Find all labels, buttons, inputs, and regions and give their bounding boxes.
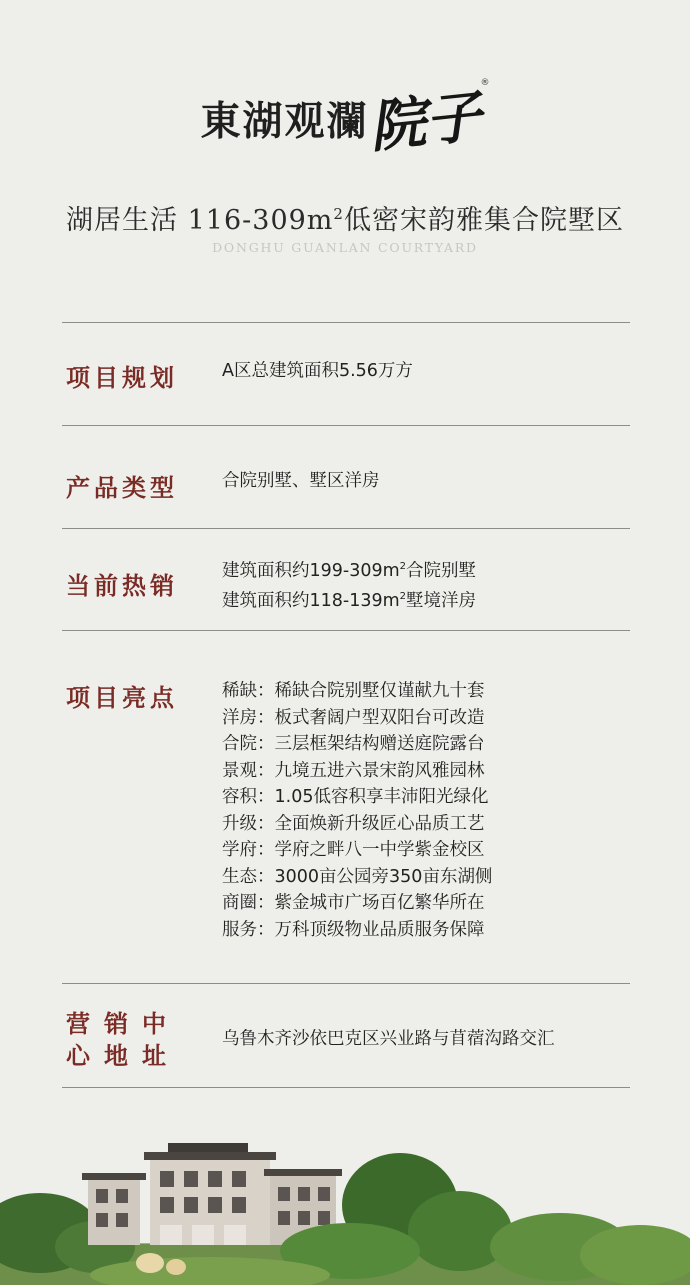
highlights-list — [222, 678, 492, 943]
hot-sale-line-1 — [222, 554, 476, 584]
logo-text-main: 東湖观瀾 — [200, 97, 369, 145]
highlight-item: 景观：九境五进六景宋韵风雅园林 — [222, 760, 485, 781]
villa-landscape-image — [0, 1135, 690, 1285]
hot-sale-line-2-pre: 建筑面积约118-139m — [222, 591, 400, 612]
tagline — [0, 198, 690, 237]
label-address-line-1: 营销中 — [66, 1010, 180, 1038]
divider-2 — [62, 425, 630, 426]
highlight-item: 容积：1.05低容积享丰沛阳光绿化 — [222, 787, 489, 807]
highlight-item: 升级：全面焕新升级匠心品质工艺 — [222, 813, 485, 834]
label-address-line-2: 心地址 — [66, 1042, 180, 1070]
tagline-superscript: 2 — [333, 205, 344, 223]
divider-1 — [62, 322, 630, 323]
villa-building — [82, 1143, 342, 1245]
hot-sale-line-2 — [222, 584, 476, 614]
divider-3 — [62, 528, 630, 529]
divider-5 — [62, 983, 630, 984]
value-hot-sale — [222, 554, 476, 615]
hot-sale-line-2-sup: 2 — [399, 591, 407, 603]
tagline-text-post: 低密宋韵雅集合院墅区 — [343, 205, 624, 236]
hot-sale-line-2-post: 墅境洋房 — [406, 591, 477, 612]
label-hot-sale: 当前热销 — [66, 572, 178, 600]
project-logo — [0, 78, 690, 161]
divider-4 — [62, 630, 630, 631]
highlight-item: 生态：3000亩公园旁350亩东湖侧 — [222, 866, 493, 887]
value-sales-center-address: 乌鲁木齐沙依巴克区兴业路与苜蓿沟路交汇 — [222, 1029, 555, 1049]
hot-sale-line-1-pre: 建筑面积约199-309m — [222, 560, 400, 581]
registered-mark: ® — [480, 78, 490, 88]
hot-sale-line-1-post: 合院别墅 — [406, 560, 477, 581]
label-product-type: 产品类型 — [66, 474, 178, 502]
highlight-item: 洋房：板式奢阔户型双阳台可改造 — [222, 707, 485, 728]
label-planning: 项目规划 — [66, 364, 178, 392]
highlight-item: 商圈：紫金城市广场百亿繁华所在 — [222, 893, 485, 913]
value-product-type: 合院别墅、墅区洋房 — [222, 471, 380, 491]
highlight-item: 服务：万科顶级物业品质服务保障 — [222, 919, 485, 940]
highlight-item: 稀缺：稀缺合院别墅仅谨献九十套 — [222, 681, 485, 701]
highlight-item: 学府：学府之畔八一中学紫金校区 — [222, 840, 485, 860]
tagline-text-pre: 湖居生活 116-309m — [66, 205, 334, 236]
divider-6 — [62, 1087, 630, 1088]
label-sales-center-address — [66, 1008, 186, 1072]
value-planning: A区总建筑面积5.56万方 — [222, 361, 413, 381]
highlight-item: 合院：三层框架结构赠送庭院露台 — [222, 734, 485, 754]
english-subtitle: DONGHU GUANLAN COURTYARD — [212, 240, 478, 255]
logo-text-script: 院子 — [365, 83, 485, 161]
label-highlights: 项目亮点 — [66, 684, 178, 712]
hot-sale-line-1-sup: 2 — [399, 561, 407, 572]
